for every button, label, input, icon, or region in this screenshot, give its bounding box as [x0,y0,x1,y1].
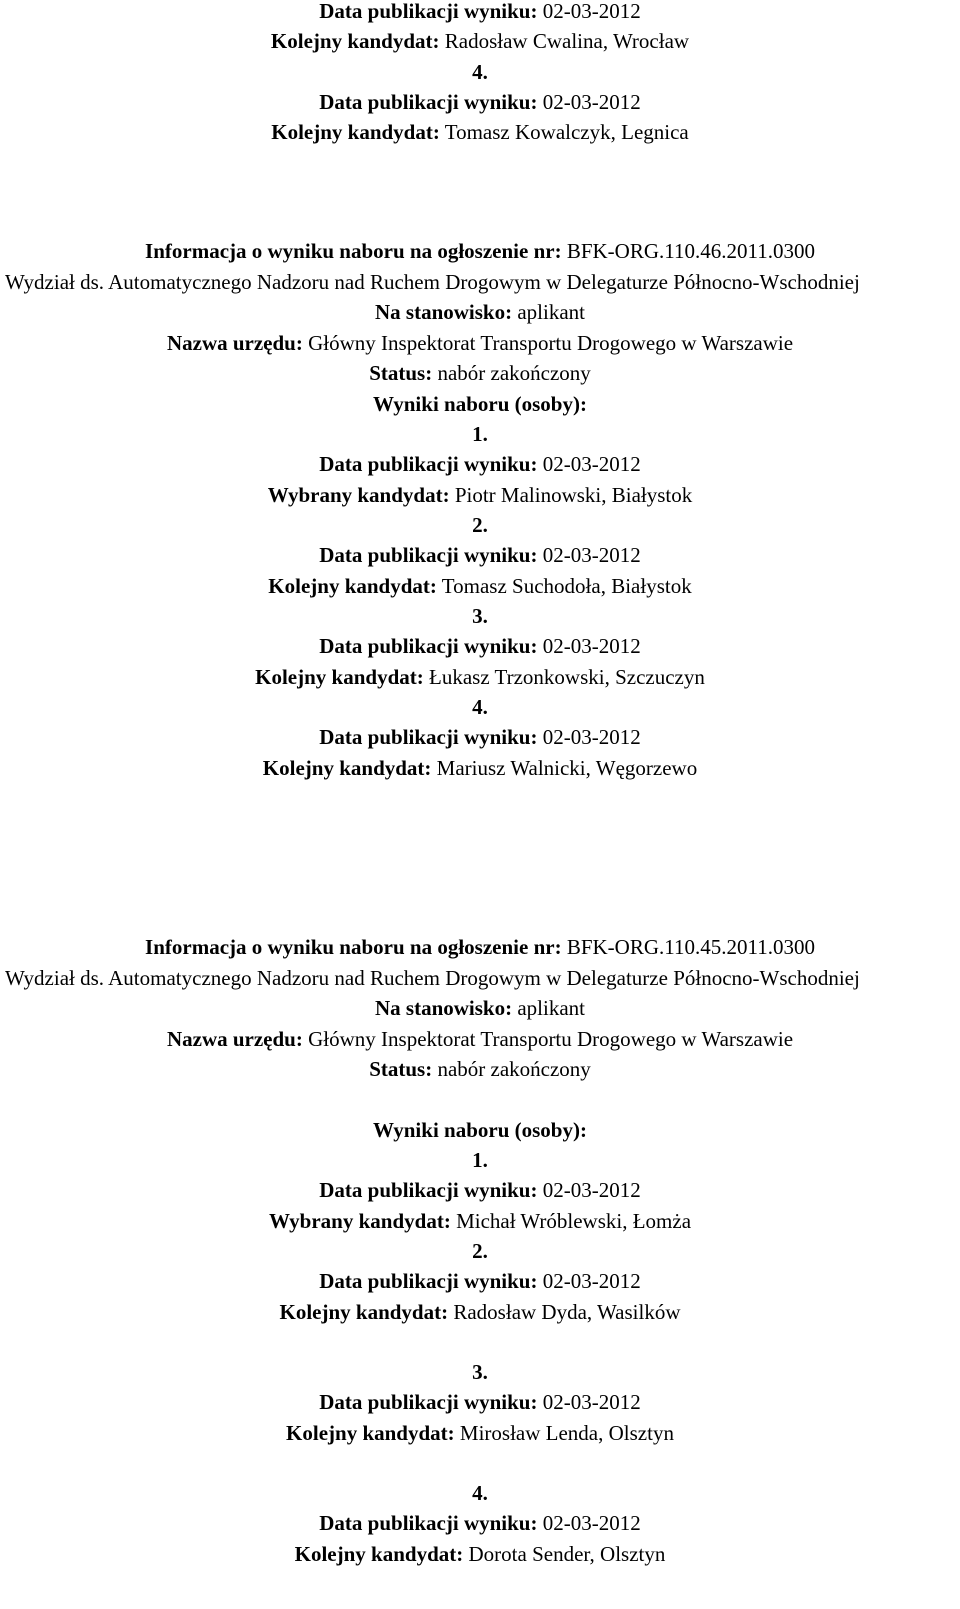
notice-1-department: Wydział ds. Automatycznego Nadzoru nad Ruchem Drogowym w Delegaturze Północno-Wschodniej [5,270,860,294]
notice-2-results-label: Wyniki naboru (osoby): [373,1118,587,1142]
position-label: Na stanowisko: [374,300,513,324]
result-date [0,1509,960,1537]
result-number: 4. [472,1481,488,1505]
date-value: 02-03-2012 [542,634,641,658]
date-label: Data publikacji wyniku: [319,1269,538,1293]
date-label: Data publikacji wyniku: [319,634,538,658]
office-label: Nazwa urzędu: [166,331,303,355]
result-candidate [0,481,960,509]
candidate-label: Kolejny kandydat: [294,1542,464,1566]
date-value: 02-03-2012 [542,0,641,23]
result-date [0,723,960,751]
result-candidate [0,754,960,782]
result-candidate [0,1419,960,1447]
candidate-label: Kolejny kandydat: [270,29,440,53]
notice-1-heading [0,237,960,265]
date-label: Data publikacji wyniku: [319,1511,538,1535]
candidate-label: Kolejny kandydat: [279,1300,449,1324]
candidate-label: Kolejny kandydat: [268,574,437,598]
result-candidate [0,663,960,691]
status-label: Status: [369,1057,433,1081]
top-entry4-date [0,88,960,116]
candidate-label: Kolejny kandydat: [271,120,440,144]
date-label: Data publikacji wyniku: [319,543,538,567]
candidate-value: Tomasz Kowalczyk, Legnica [444,120,689,144]
position-value: aplikant [517,300,585,324]
result-candidate [0,572,960,600]
date-label: Data publikacji wyniku: [319,0,538,23]
notice-1-results-label: Wyniki naboru (osoby): [373,392,587,416]
top-entry3-candidate [0,27,960,55]
candidate-value: Mirosław Lenda, Olsztyn [459,1421,674,1445]
date-value: 02-03-2012 [542,1390,641,1414]
notice-number: BFK-ORG.110.46.2011.0300 [566,239,815,263]
result-date [0,632,960,660]
position-value: aplikant [517,996,585,1020]
status-value: nabór zakończony [437,361,591,385]
candidate-label: Wybrany kandydat: [268,1209,451,1233]
candidate-label: Kolejny kandydat: [255,665,424,689]
candidate-label: Kolejny kandydat: [286,1421,455,1445]
candidate-value: Piotr Malinowski, Białystok [454,483,693,507]
date-value: 02-03-2012 [542,1511,641,1535]
result-date [0,541,960,569]
notice-2-office [0,1025,960,1053]
candidate-value: Michał Wróblewski, Łomża [456,1209,692,1233]
result-number: 2. [472,513,488,537]
notice-2-department: Wydział ds. Automatycznego Nadzoru nad Ruchem Drogowym w Delegaturze Północno-Wschodniej [5,966,860,990]
notice-1-office [0,329,960,357]
office-value: Główny Inspektorat Transportu Drogowego w Warszawie [308,331,794,355]
notice-2-status [0,1055,960,1083]
notice-1-status [0,359,960,387]
date-value: 02-03-2012 [542,452,641,476]
date-value: 02-03-2012 [542,1269,641,1293]
office-label: Nazwa urzędu: [166,1027,303,1051]
date-value: 02-03-2012 [542,543,641,567]
date-label: Data publikacji wyniku: [319,1390,538,1414]
notice-2-position [0,994,960,1022]
result-number: 4. [472,695,488,719]
result-date [0,1176,960,1204]
date-label: Data publikacji wyniku: [319,1178,538,1202]
candidate-value: Dorota Sender, Olsztyn [468,1542,666,1566]
result-number: 2. [472,1239,488,1263]
result-number: 3. [472,604,488,628]
candidate-label: Wybrany kandydat: [267,483,450,507]
office-value: Główny Inspektorat Transportu Drogowego w Warszawie [308,1027,794,1051]
result-candidate [0,1540,960,1568]
date-label: Data publikacji wyniku: [319,725,538,749]
date-value: 02-03-2012 [542,90,641,114]
notice-number: BFK-ORG.110.45.2011.0300 [566,935,815,959]
notice-heading-label: Informacja o wyniku naboru na ogłoszenie nr: [145,239,562,263]
candidate-value: Tomasz Suchodoła, Białystok [441,574,692,598]
top-entry3-date [0,0,960,25]
top-entry4-number: 4. [472,60,488,84]
result-number: 1. [472,422,488,446]
candidate-value: Mariusz Walnicki, Węgorzewo [436,756,698,780]
date-value: 02-03-2012 [542,1178,641,1202]
candidate-value: Radosław Dyda, Wasilków [453,1300,681,1324]
candidate-value: Radosław Cwalina, Wrocław [444,29,690,53]
top-entry4-candidate [0,118,960,146]
notice-1-position [0,298,960,326]
date-value: 02-03-2012 [542,725,641,749]
result-number: 3. [472,1360,488,1384]
notice-heading-label: Informacja o wyniku naboru na ogłoszenie nr: [145,935,562,959]
date-label: Data publikacji wyniku: [319,452,538,476]
notice-2-heading [0,933,960,961]
result-date [0,450,960,478]
date-label: Data publikacji wyniku: [319,90,538,114]
candidate-label: Kolejny kandydat: [262,756,432,780]
position-label: Na stanowisko: [374,996,513,1020]
result-candidate [0,1207,960,1235]
status-value: nabór zakończony [437,1057,591,1081]
result-number: 1. [472,1148,488,1172]
result-date [0,1388,960,1416]
candidate-value: Łukasz Trzonkowski, Szczuczyn [429,665,705,689]
result-date [0,1267,960,1295]
status-label: Status: [369,361,433,385]
result-candidate [0,1298,960,1326]
